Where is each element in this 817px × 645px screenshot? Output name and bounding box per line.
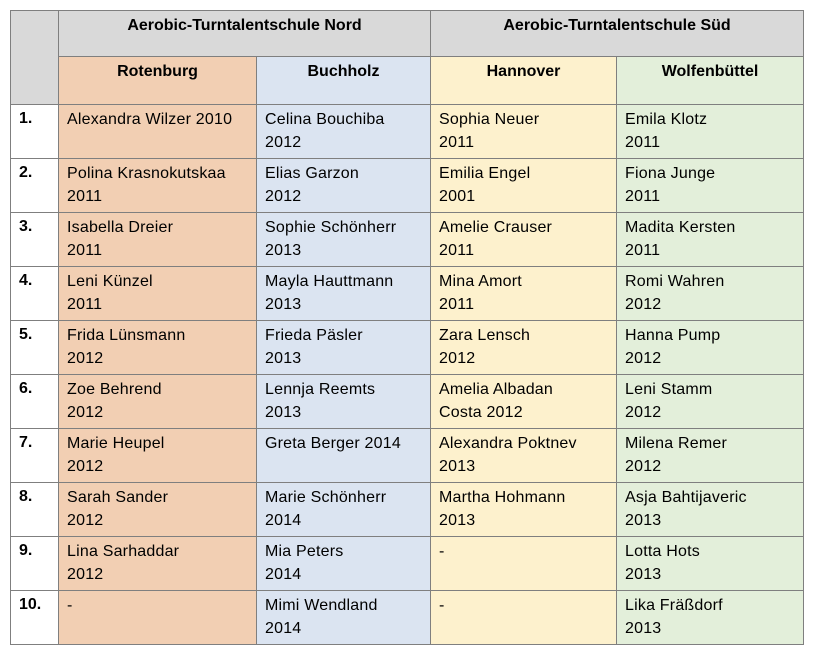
- cell-buchholz: Elias Garzon 2012: [257, 159, 431, 213]
- cell-hannover: Sophia Neuer 2011: [431, 105, 617, 159]
- cell-buchholz: Marie Schönherr 2014: [257, 483, 431, 537]
- cell-rotenburg: Isabella Dreier 2011: [59, 213, 257, 267]
- cell-hannover: Amelie Crauser 2011: [431, 213, 617, 267]
- rank-number: 2.: [11, 159, 59, 213]
- group-header-sued: Aerobic-Turntalentschule Süd: [431, 11, 804, 57]
- cell-rotenburg: Zoe Behrend 2012: [59, 375, 257, 429]
- cell-hannover: Emilia Engel 2001: [431, 159, 617, 213]
- column-header-hannover: Hannover: [431, 57, 617, 105]
- cell-buchholz: Lennja Reemts 2013: [257, 375, 431, 429]
- rank-number: 8.: [11, 483, 59, 537]
- cell-buchholz: Frieda Päsler 2013: [257, 321, 431, 375]
- cell-hannover: -: [431, 591, 617, 645]
- cell-rotenburg: Lina Sarhaddar 2012: [59, 537, 257, 591]
- cell-rotenburg: Polina Krasnokutskaa 2011: [59, 159, 257, 213]
- cell-wolfenbuettel: Lotta Hots 2013: [617, 537, 804, 591]
- rank-number: 1.: [11, 105, 59, 159]
- group-header-row: [11, 11, 804, 57]
- corner-cell: [11, 11, 59, 105]
- cell-wolfenbuettel: Lika Fräßdorf 2013: [617, 591, 804, 645]
- cell-hannover: -: [431, 537, 617, 591]
- rank-number: 10.: [11, 591, 59, 645]
- cell-wolfenbuettel: Milena Remer 2012: [617, 429, 804, 483]
- cell-wolfenbuettel: Romi Wahren 2012: [617, 267, 804, 321]
- cell-wolfenbuettel: Hanna Pump 2012: [617, 321, 804, 375]
- table-row: [11, 537, 804, 591]
- cell-buchholz: Mia Peters 2014: [257, 537, 431, 591]
- rank-number: 9.: [11, 537, 59, 591]
- rank-number: 7.: [11, 429, 59, 483]
- rank-number: 6.: [11, 375, 59, 429]
- table-row: [11, 105, 804, 159]
- rank-number: 4.: [11, 267, 59, 321]
- cell-rotenburg: -: [59, 591, 257, 645]
- column-header-row: [11, 57, 804, 105]
- cell-wolfenbuettel: Leni Stamm 2012: [617, 375, 804, 429]
- cell-buchholz: Greta Berger 2014: [257, 429, 431, 483]
- cell-buchholz: Mayla Hauttmann 2013: [257, 267, 431, 321]
- cell-buchholz: Celina Bouchiba 2012: [257, 105, 431, 159]
- cell-wolfenbuettel: Emila Klotz 2011: [617, 105, 804, 159]
- team-table: [10, 10, 804, 645]
- column-header-buchholz: Buchholz: [257, 57, 431, 105]
- table-row: [11, 213, 804, 267]
- rank-number: 5.: [11, 321, 59, 375]
- cell-hannover: Zara Lensch 2012: [431, 321, 617, 375]
- table-row: [11, 321, 804, 375]
- cell-hannover: Mina Amort 2011: [431, 267, 617, 321]
- cell-rotenburg: Sarah Sander 2012: [59, 483, 257, 537]
- table-row: [11, 267, 804, 321]
- group-header-nord: Aerobic-Turntalentschule Nord: [59, 11, 431, 57]
- cell-buchholz: Sophie Schönherr 2013: [257, 213, 431, 267]
- cell-wolfenbuettel: Madita Kersten 2011: [617, 213, 804, 267]
- table-row: [11, 159, 804, 213]
- cell-rotenburg: Marie Heupel 2012: [59, 429, 257, 483]
- table-row: [11, 483, 804, 537]
- cell-buchholz: Mimi Wendland 2014: [257, 591, 431, 645]
- table-row: [11, 429, 804, 483]
- cell-rotenburg: Frida Lünsmann 2012: [59, 321, 257, 375]
- cell-wolfenbuettel: Fiona Junge 2011: [617, 159, 804, 213]
- cell-hannover: Amelia Albadan Costa 2012: [431, 375, 617, 429]
- cell-wolfenbuettel: Asja Bahtijaveric 2013: [617, 483, 804, 537]
- cell-rotenburg: Leni Künzel 2011: [59, 267, 257, 321]
- rank-number: 3.: [11, 213, 59, 267]
- column-header-wolfenbuettel: Wolfenbüttel: [617, 57, 804, 105]
- column-header-rotenburg: Rotenburg: [59, 57, 257, 105]
- cell-hannover: Martha Hohmann 2013: [431, 483, 617, 537]
- cell-hannover: Alexandra Poktnev 2013: [431, 429, 617, 483]
- table-row: [11, 375, 804, 429]
- cell-rotenburg: Alexandra Wilzer 2010: [59, 105, 257, 159]
